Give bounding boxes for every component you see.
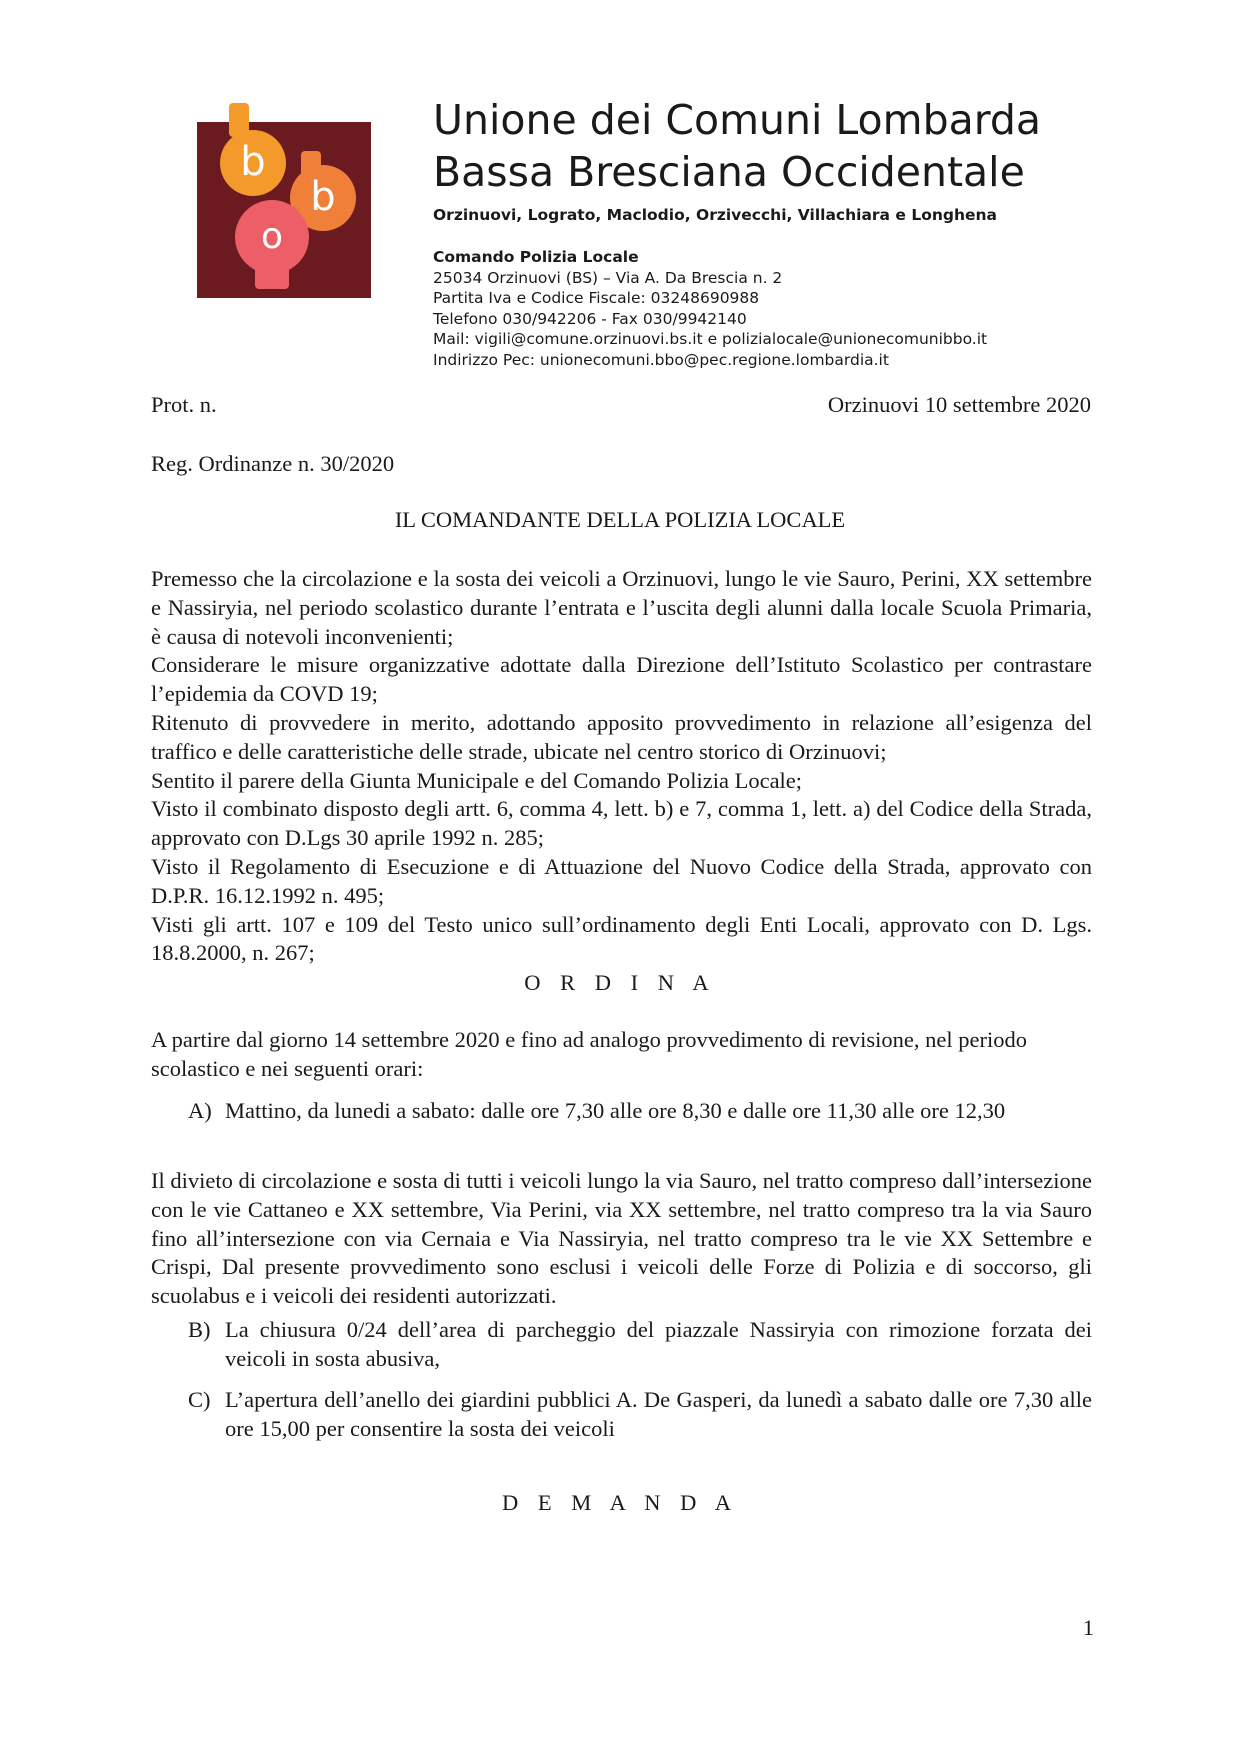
order-item-c <box>188 1386 1092 1444</box>
office-phone: Telefono 030/942206 - Fax 030/9942140 <box>433 309 747 328</box>
logo-letter-2: b <box>310 174 336 220</box>
header-office <box>433 247 987 370</box>
logo-letter-1: b <box>240 139 266 185</box>
logo-graphic <box>197 103 380 299</box>
document-date: Orzinuovi 10 settembre 2020 <box>827 392 1091 417</box>
prohibition-paragraph: Il divieto di circolazione e sosta di tutti i veicoli lungo la via Sauro, nel tratto compreso dall’intersezione con le vie Cattaneo e XX settembre, Via Perini, via XX settembre, nel tratto compreso tra la via Sauro fino all’intersezione con via Cernaia e Via Nassiryia, nel tratto compreso tra le vie XX Settembre e Crispi, Dal presente provvedimento sono esclusi i veicoli delle Forze di Polizia e di soccorso, gli scuolabus e i veicoli dei residenti autorizzati. <box>151 1168 1092 1309</box>
premise-paragraph: Ritenuto di provvedere in merito, adottando apposito provvedimento in relazione all’esigenza del traffico e delle caratteristiche delle strade, ubicate nel centro storico di Orzinuovi; <box>151 709 1092 764</box>
protocol-number: Prot. n. <box>151 392 217 417</box>
order-item-b <box>188 1316 1092 1374</box>
premise-paragraph: Visto il Regolamento di Esecuzione e di Attuazione del Nuovo Codice della Strada, approvato con D.P.R. 16.12.1992 n. 495; <box>151 853 1092 908</box>
header-title-line2: Bassa Bresciana Occidentale <box>433 148 1025 196</box>
item-label: A) <box>188 1098 212 1123</box>
ordina-heading: O R D I N A <box>524 970 716 995</box>
document-heading: IL COMANDANTE DELLA POLIZIA LOCALE <box>394 507 846 532</box>
order-item-a <box>188 1097 1092 1126</box>
item-text: La chiusura 0/24 dell’area di parcheggio del piazzale Nassiryia con rimozione forzata dei veicoli in sosta abusiva, <box>225 1317 1092 1371</box>
item-label: B) <box>188 1317 211 1342</box>
item-text: L’apertura dell’anello dei giardini pubblici A. De Gasperi, da lunedì a sabato dalle ore 7,30 alle ore 15,00 per consentire la sosta dei veicoli <box>225 1387 1092 1441</box>
office-name: Comando Polizia Locale <box>433 248 639 266</box>
item-text: Mattino, da lunedi a sabato: dalle ore 7,30 alle ore 8,30 e dalle ore 11,30 alle ore 12,30 <box>225 1098 1006 1123</box>
header-title <box>433 94 1041 198</box>
premise-paragraph: Premesso che la circolazione e la sosta dei veicoli a Orzinuovi, lungo le vie Sauro, Perini, XX settembre e Nassiryia, nel periodo scolastico durante l’entrata e l’uscita degli alunni dalla locale Scuola Primaria, è causa di notevoli inconvenienti; <box>151 566 1092 649</box>
premise-paragraph: Visto il combinato disposto degli artt. 6, comma 4, lett. b) e 7, comma 1, lett. a) del Codice della Strada, approvato con D.Lgs 30 aprile 1992 n. 285; <box>151 796 1092 851</box>
ordinance-register: Reg. Ordinanze n. 30/2020 <box>151 451 395 476</box>
header-towns: Orzinuovi, Lograto, Maclodio, Orzivecchi, Villachiara e Longhena <box>433 206 998 224</box>
premises-block <box>151 565 1092 968</box>
header-title-line1: Unione dei Comuni Lombarda <box>433 96 1042 144</box>
premise-paragraph: Visti gli artt. 107 e 109 del Testo unico sull’ordinamento degli Enti Locali, approvato con D. Lgs. 18.8.2000, n. 267; <box>151 911 1092 966</box>
premise-paragraph: Considerare le misure organizzative adottate dalla Direzione dell’Istituto Scolastico per contrastare l’epidemia da COVD 19; <box>151 652 1092 707</box>
office-address: 25034 Orzinuovi (BS) – Via A. Da Brescia n. 2 <box>433 268 783 287</box>
item-label: C) <box>188 1387 211 1412</box>
order-intro: A partire dal giorno 14 settembre 2020 e fino ad analogo provvedimento di revisione, nel periodo scolastico e nei seguenti orari: <box>151 1027 1028 1081</box>
office-pec: Indirizzo Pec: unionecomuni.bbo@pec.regione.lombardia.it <box>433 350 889 369</box>
office-vat: Partita Iva e Codice Fiscale: 03248690988 <box>433 289 760 307</box>
logo <box>197 103 380 299</box>
office-mail: Mail: vigili@comune.orzinuovi.bs.it e polizialocale@unionecomunibbo.it <box>433 330 988 348</box>
demanda-heading: D E M A N D A <box>501 1490 739 1515</box>
page-number: 1 <box>1082 1615 1094 1640</box>
logo-letter-3: o <box>260 216 284 257</box>
premise-paragraph: Sentito il parere della Giunta Municipale e del Comando Polizia Locale; <box>151 767 803 793</box>
